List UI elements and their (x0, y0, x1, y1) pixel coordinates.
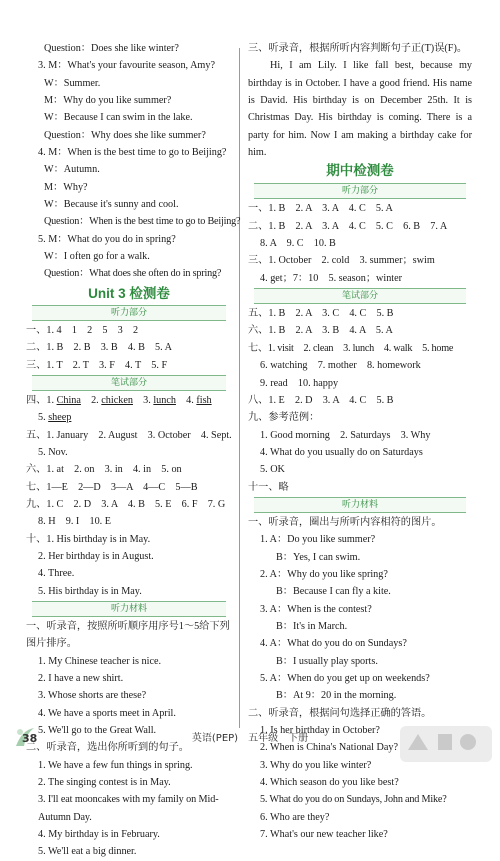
material-line: B：I usually play sports. (276, 655, 378, 667)
answer-line: 二、1. B 2. A 3. A 4. C 5. C 6. B 7. A (248, 220, 448, 232)
page-number: 38 (22, 732, 38, 745)
material-line: B：At 9：20 in the morning. (276, 690, 397, 702)
text-line: W：I often go for a walk. (44, 251, 150, 263)
text-line: Question：Why does she like summer? (44, 129, 206, 141)
material-line: 5. We'll go to the Great Wall. (38, 725, 157, 737)
answer-line: 9. read 10. happy (260, 377, 339, 389)
material-line: 4. A：What do you do on Sundays? (260, 638, 407, 650)
text-line: W：Because it's sunny and cool. (44, 199, 179, 211)
section-writing: 笔试部分 (32, 375, 226, 391)
answer-line: 三、1. T 2. T 3. F 4. T 5. F (26, 359, 168, 371)
material-line: 5. We'll eat a big dinner. (38, 846, 137, 858)
material-line: 4. My birthday is in February. (38, 829, 160, 841)
text-line: M：Why? (44, 181, 88, 193)
material-line: 2. The singing contest is in May. (38, 777, 171, 789)
section-listening: 听力部分 (32, 305, 226, 321)
text-line: 5. M：What do you do in spring? (38, 233, 176, 245)
answer-line: 2. Her birthday is in August. (38, 550, 154, 562)
text-line: Question：Does she like winter? (44, 43, 179, 54)
material-line: 6. Who are they? (260, 811, 330, 823)
answer-line: 六、1. at 2. on 3. in 4. in 5. on (26, 464, 182, 476)
answer-line: 三、1. October 2. cold 3. summer；swim (248, 255, 435, 267)
text-line: 3. M：What's your favourite season, Amy? (38, 60, 215, 72)
material-line: 1. Is her birthday in October? (260, 725, 380, 737)
answer-line: 八、1. E 2. D 3. A 4. C 5. B (248, 394, 394, 406)
text-line: 4. M：When is the best time to go to Beijing? (38, 147, 227, 159)
material-line: 5. A：When do you get up on weekends? (260, 673, 430, 684)
material-line: B：Yes, I can swim. (276, 551, 361, 563)
right-passage: Hi, I am Lily. I like fall best, because my birthday is in October. I have a good friend. His name is David. His birthday is on December 25th. It is Christmas Day. His birthday is coming. There is a party for him. Now I am making a birthday cake for him. (248, 60, 472, 159)
material-line: 2. A：Why do you like spring? (260, 568, 388, 580)
material-line: B：It's in March. (276, 620, 348, 632)
text-line: Question：What does she often do in spring? (44, 268, 222, 280)
material-intro-2: 二、听录音，选出你所听到的句子。 (26, 742, 189, 754)
answer-line: 5. His birthday is in May. (38, 585, 142, 597)
material-line: 5. What do you do on Sundays, John and Mike? (260, 794, 447, 806)
answer-line: 十一、略 (248, 481, 289, 493)
material-line: 1. A：Do you like summer? (260, 534, 376, 546)
answer-line: 8. A 9. C 10. B (260, 238, 336, 250)
material-line: B：Because I can fly a kite. (276, 586, 391, 598)
answer-line: 1. Good morning 2. Saturdays 3. Why (260, 429, 431, 441)
section-material-mid: 听力材料 (254, 497, 466, 513)
answer-word: lunch (153, 394, 176, 406)
material-line: 3. Whose shorts are these? (38, 690, 147, 702)
material-line: 4. Which season do you like best? (260, 777, 399, 789)
material-intro: 一、听录音，按照所听顺序用序号1～5给下列图片排序。 (26, 620, 230, 650)
answer-word: China (56, 394, 81, 406)
material-line: 3. I'll eat mooncakes with my family on Mid-Autumn Day. (38, 794, 219, 823)
answer-line: 一、1. 4 1 2 5 3 2 (26, 324, 139, 336)
material-line: 3. A：When is the contest? (260, 603, 372, 615)
answer-word: fish (196, 394, 212, 406)
right-intro: 三、听录音，根据所听内容判断句子正(T)误(F)。 (248, 43, 468, 54)
text-line: Question：When is the best time to go to Beijing? (44, 216, 241, 228)
text-line: W：Because I can swim in the lake. (44, 112, 193, 124)
answer-line: 一、1. B 2. A 3. A 4. C 5. A (248, 203, 393, 215)
answer-line: 五、1. January 2. August 3. October 4. Sept. (26, 429, 232, 441)
material-line: 1. We have a few fun things in spring. (38, 759, 193, 771)
answer-line: 七、1—E 2—D 3—A 4—C 5—B (26, 481, 198, 493)
answer-line-q4-cont: 5. sheep (38, 412, 72, 424)
text-line: M：Why do you like summer? (44, 95, 172, 107)
material-line: 2. I have a new shirt. (38, 673, 124, 684)
answer-line: 六、1. B 2. A 3. B 4. A 5. A (248, 325, 393, 337)
watermark-logo-icon (398, 722, 494, 766)
material-intro: 一、听录音，圈出与所听内容相符的图片。 (248, 516, 442, 528)
answer-word: sheep (48, 412, 72, 424)
material-intro-2: 二、听录音，根据问句选择正确的答语。 (248, 707, 432, 719)
answer-line: 6. watching 7. mother 8. homework (260, 360, 421, 372)
answer-line: 九、1. C 2. D 3. A 4. B 5. E 6. F 7. G (26, 498, 226, 510)
text-line: W：Autumn. (44, 164, 100, 176)
answer-line: 5. Nov. (38, 446, 68, 458)
unit-title: Unit 3 检测卷 (88, 285, 170, 301)
section-listening-mid: 听力部分 (254, 183, 466, 199)
answer-line: 十、1. His birthday is in May. (26, 533, 151, 545)
answer-line-q4: 四、1. China 2. chicken 3. lunch 4. fish (26, 394, 212, 406)
column-divider (239, 48, 240, 728)
material-line: 4. We have a sports meet in April. (38, 707, 176, 719)
section-material: 听力材料 (32, 601, 226, 617)
section-writing-mid: 笔试部分 (254, 288, 466, 304)
answer-line: 九、参考范例： (248, 412, 320, 424)
answer-line: 二、1. B 2. B 3. B 4. B 5. A (26, 342, 173, 354)
material-line: 3. Why do you like winter? (260, 759, 372, 771)
answer-line: 8. H 9. I 10. E (38, 516, 112, 528)
material-line: 1. My Chinese teacher is nice. (38, 655, 162, 667)
midterm-title: 期中检测卷 (326, 163, 394, 180)
answer-line: 4. Three. (38, 568, 75, 580)
material-line: 2. When is China's National Day? (260, 742, 399, 754)
footer-text: 英语(PEP) 五年级 下册 (191, 733, 309, 744)
answer-line: 五、1. B 2. A 3. C 4. C 5. B (248, 308, 394, 320)
answer-word: chicken (101, 394, 133, 406)
answer-line: 七、1. visit 2. clean 3. lunch 4. walk 5. home (248, 342, 454, 354)
answer-line: 4. What do you usually do on Saturdays (260, 446, 423, 458)
material-line: 7. What's our new teacher like? (260, 829, 388, 841)
text-line: W：Summer. (44, 77, 101, 89)
answer-line: 4. get；7：10 5. season；winter (260, 272, 403, 284)
answer-line: 5. OK (260, 464, 285, 476)
